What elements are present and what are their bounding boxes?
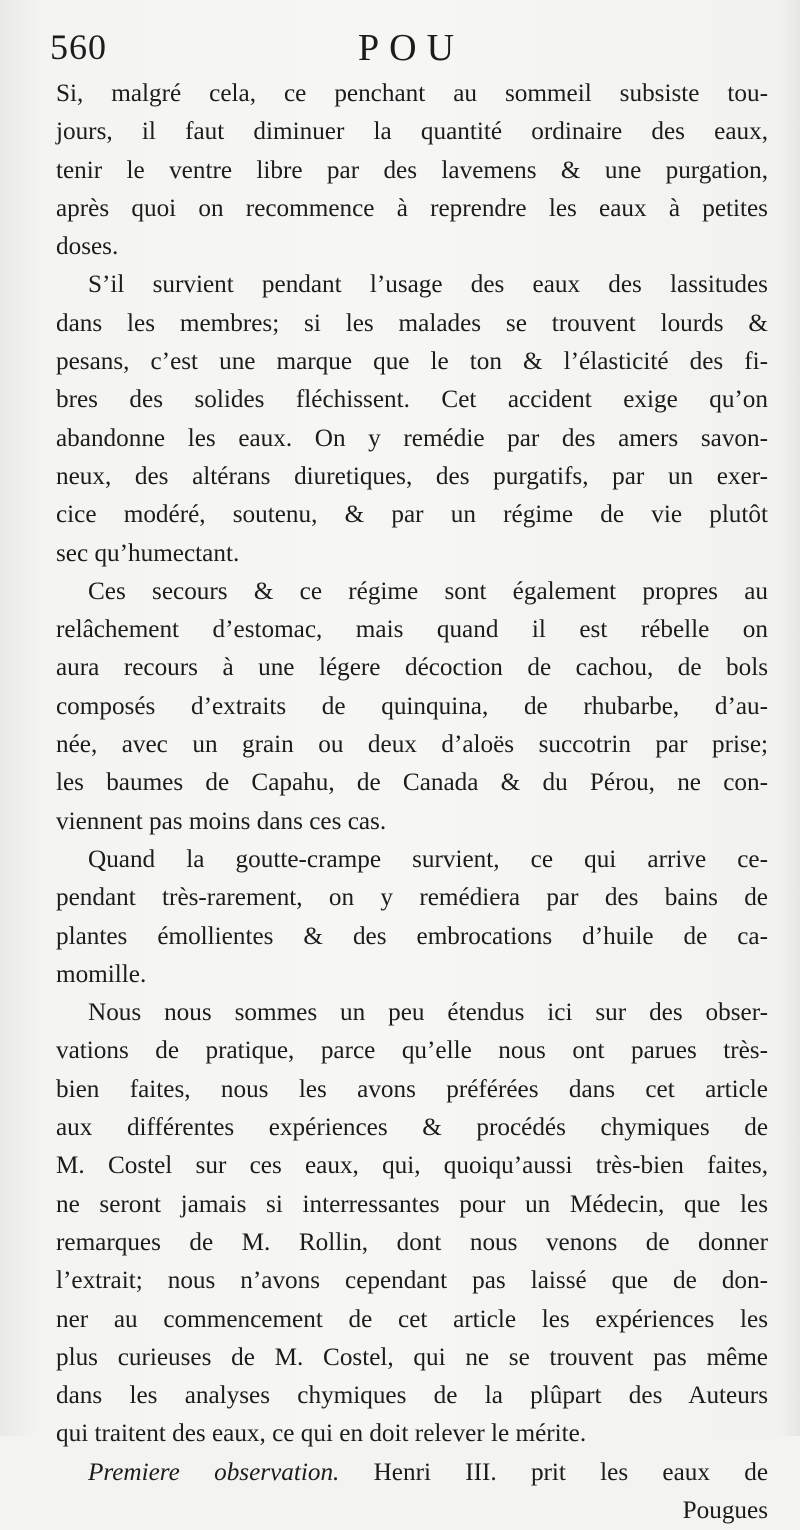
- text-line: pendant très-rarement, on y remédiera par des bains de: [56, 884, 768, 912]
- text-line: Nous nous sommes un peu étendus ici sur des obser-: [88, 999, 768, 1027]
- text-line: qui traitent des eaux, ce qui en doit relever le mérite.: [56, 1420, 587, 1448]
- page-number: 560: [50, 27, 107, 67]
- text-line: relâchement d’estomac, mais quand il est rébelle on: [56, 616, 768, 644]
- page-header: [50, 18, 760, 78]
- text-line: composés d’extraits de quinquina, de rhubarbe, d’au-: [56, 692, 768, 720]
- text-line: neux, des altérans diuretiques, des purgatifs, par un exer-: [56, 462, 768, 490]
- text-line: Quand la goutte-crampe survient, ce qui arrive ce-: [88, 845, 768, 873]
- text-line: dans les membres; si les malades se trouvent lourds &: [56, 309, 768, 337]
- text-line: doses.: [56, 233, 119, 261]
- text-line: M. Costel sur ces eaux, qui, quoiqu’aussi très-bien faites,: [56, 1152, 768, 1180]
- text-line: ner au commencement de cet article les expériences les: [56, 1305, 768, 1333]
- text-line: l’extrait; nous n’avons cependant pas laissé que de don-: [56, 1267, 768, 1295]
- text-line: S’il survient pendant l’usage des eaux des lassitudes: [88, 271, 768, 299]
- text-line: momille.: [56, 960, 147, 988]
- running-head: POU: [358, 27, 465, 69]
- text-line: viennent pas moins dans ces cas.: [56, 807, 387, 835]
- catchword: Pougues: [682, 1496, 768, 1524]
- text-line: ne seront jamais si interressantes pour un Médecin, que les: [56, 1190, 768, 1218]
- text-line: plantes émollientes & des embrocations d’huile de ca-: [56, 922, 768, 950]
- text-line: dans les analyses chymiques de la plûpart des Auteurs: [56, 1382, 768, 1410]
- text-line: née, avec un grain ou deux d’aloës succotrin par prise;: [56, 731, 768, 759]
- text-line: les baumes de Capahu, de Canada & du Pérou, ne con-: [56, 769, 768, 797]
- observation-text: Henri III. prit les eaux de: [373, 1458, 768, 1486]
- text-line: sec qu’humectant.: [56, 539, 240, 567]
- text-line: après quoi on recommence à reprendre les eaux à petites: [56, 194, 768, 222]
- text-line: remarques de M. Rollin, dont nous venons de donner: [56, 1228, 768, 1256]
- text-line: plus curieuses de M. Costel, qui ne se trouvent pas même: [56, 1343, 768, 1371]
- text-line: bres des solides fléchissent. Cet accident exige qu’on: [56, 386, 768, 414]
- text-line: tenir le ventre libre par des lavemens & une purgation,: [56, 156, 768, 184]
- text-line: cice modéré, soutenu, & par un régime de vie plutôt: [56, 501, 768, 529]
- text-line: aux différentes expériences & procédés chymiques de: [56, 1114, 768, 1142]
- text-line: bien faites, nous les avons préférées dans cet article: [56, 1075, 768, 1103]
- text-line: jours, il faut diminuer la quantité ordinaire des eaux,: [56, 118, 768, 146]
- observation-label: Premiere observation.: [88, 1458, 340, 1486]
- text-line: vations de pratique, parce qu’elle nous ont parues très-: [56, 1037, 768, 1065]
- observation-line: [56, 1454, 768, 1492]
- text-line: Si, malgré cela, ce penchant au sommeil subsiste tou-: [56, 80, 768, 107]
- text-line: abandonne les eaux. On y remédie par des amers savon-: [56, 424, 768, 452]
- text-line: pesans, c’est une marque que le ton & l’élasticité des fi-: [56, 348, 768, 376]
- text-line: Ces secours & ce régime sont également propres au: [88, 577, 768, 605]
- body-text: [56, 75, 768, 1530]
- text-line: aura recours à une légere décoction de cachou, de bols: [56, 654, 768, 682]
